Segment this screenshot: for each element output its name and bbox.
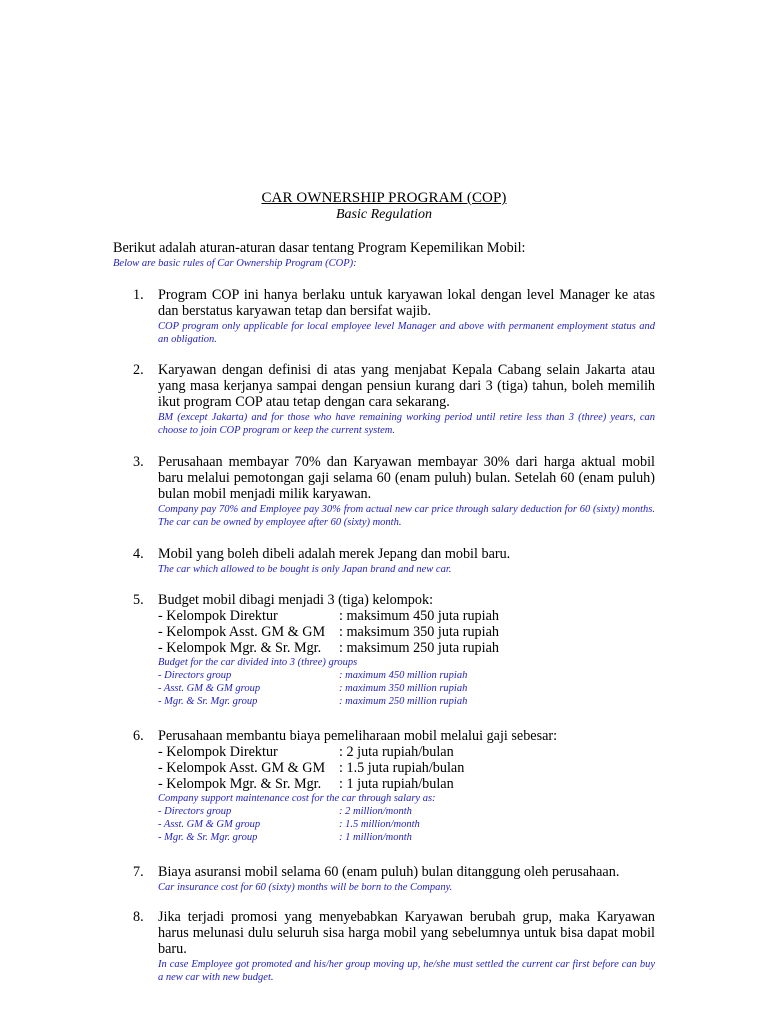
intro-text: Berikut adalah aturan-aturan dasar tentang Program Kepemilikan Mobil: [113, 240, 526, 256]
rule-text: Perusahaan membantu biaya pemeliharaan mobil melalui gaji sebesar: [158, 728, 558, 744]
group-label-en: - Directors group [158, 806, 232, 817]
budget-row [158, 624, 655, 640]
budget-row-en [158, 669, 655, 682]
budget-row-en [158, 682, 655, 695]
group-label: - Kelompok Asst. GM & GM [158, 624, 326, 640]
group-label-en: - Directors group [158, 670, 232, 681]
group-value: : 1 juta rupiah/bulan [339, 776, 454, 792]
rule-text: Mobil yang boleh dibeli adalah merek Jepang dan mobil baru. [158, 546, 511, 562]
budget-row [158, 608, 655, 624]
rule-translation: COP program only applicable for local employee level Manager and above with permanent employment status and an obligation. [158, 321, 655, 345]
group-value: : maksimum 350 juta rupiah [339, 624, 499, 640]
group-value: : 2 juta rupiah/bulan [339, 744, 454, 760]
group-label: - Kelompok Asst. GM & GM [158, 760, 326, 776]
rule-text: Biaya asuransi mobil selama 60 (enam puluh) bulan ditanggung oleh perusahaan. [158, 864, 620, 880]
group-label: - Kelompok Direktur [158, 744, 278, 760]
page-title: CAR OWNERSHIP PROGRAM (COP) [261, 190, 507, 206]
rule-text: Jika terjadi promosi yang menyebabkan Karyawan berubah grup, maka Karyawan harus melunasi dulu seluruh sisa harga mobil yang sebelumnya untuk bisa dapat mobil baru. [158, 909, 655, 957]
rule-text: Perusahaan membayar 70% dan Karyawan membayar 30% dari harga aktual mobil baru melalui pemotongan gaji selama 60 (enam puluh) bulan. Setelah 60 (enam puluh) bulan mobil menjadi milik karyawan. [158, 454, 655, 502]
rule-text: Budget mobil dibagi menjadi 3 (tiga) kelompok: [158, 592, 434, 608]
rule-number: 2. [133, 362, 144, 378]
group-value-en: : maximum 250 million rupiah [339, 696, 468, 707]
group-value-en: : maximum 350 million rupiah [339, 683, 468, 694]
budget-row [158, 640, 655, 656]
group-value-en: : maximum 450 million rupiah [339, 670, 468, 681]
group-label: - Kelompok Mgr. & Sr. Mgr. [158, 776, 322, 792]
group-label: - Kelompok Direktur [158, 608, 278, 624]
rule-number: 1. [133, 287, 144, 303]
rule-number: 7. [133, 864, 144, 880]
group-label: - Kelompok Mgr. & Sr. Mgr. [158, 640, 322, 656]
budget-row-en [158, 695, 655, 708]
rule-translation: In case Employee got promoted and his/her group moving up, he/she must settled the current car first before can buy a new car with new budget. [158, 959, 655, 983]
group-value-en: : 1.5 million/month [339, 819, 420, 830]
group-value-en: : 2 million/month [339, 806, 412, 817]
intro-translation: Below are basic rules of Car Ownership Program (COP): [113, 258, 357, 269]
rule-translation: Car insurance cost for 60 (sixty) months will be born to the Company. [158, 882, 453, 893]
rule-translation: BM (except Jakarta) and for those who have remaining working period until retire less than 3 (three) years, can choose to join COP program or keep the current system. [158, 412, 655, 436]
maintenance-row [158, 776, 655, 792]
rule-number: 4. [133, 546, 144, 562]
rule-text: Karyawan dengan definisi di atas yang menjabat Kepala Cabang selain Jakarta atau yang masa kerjanya sampai dengan pensiun kurang dari 3 (tiga) tahun, boleh memilih ikut program COP atau tetap dengan cara sekarang. [158, 362, 655, 410]
maintenance-row [158, 744, 655, 760]
rule-translation: Company pay 70% and Employee pay 30% from actual new car price through salary deduction for 60 (sixty) months. The car can be owned by employee after 60 (sixty) month. [158, 504, 655, 528]
maintenance-row-en [158, 831, 655, 844]
rule-number: 5. [133, 592, 144, 608]
rule-text: Program COP ini hanya berlaku untuk karyawan lokal dengan level Manager ke atas dan berstatus karyawan tetap dan bersifat wajib. [158, 287, 655, 319]
rule-translation: Budget for the car divided into 3 (three) groups [158, 657, 358, 668]
group-label-en: - Asst. GM & GM group [158, 683, 261, 694]
maintenance-row-en [158, 818, 655, 831]
page-subtitle: Basic Regulation [335, 207, 433, 222]
group-value: : 1.5 juta rupiah/bulan [339, 760, 465, 776]
group-label-en: - Mgr. & Sr. Mgr. group [158, 832, 258, 843]
maintenance-row-en [158, 805, 655, 818]
maintenance-row [158, 760, 655, 776]
group-value: : maksimum 250 juta rupiah [339, 640, 499, 656]
group-label-en: - Asst. GM & GM group [158, 819, 261, 830]
group-value-en: : 1 million/month [339, 832, 412, 843]
rule-number: 6. [133, 728, 144, 744]
rule-translation: Company support maintenance cost for the car through salary as: [158, 793, 436, 804]
rule-translation: The car which allowed to be bought is only Japan brand and new car. [158, 564, 452, 575]
group-label-en: - Mgr. & Sr. Mgr. group [158, 696, 258, 707]
rule-number: 8. [133, 909, 144, 925]
group-value: : maksimum 450 juta rupiah [339, 608, 499, 624]
rule-number: 3. [133, 454, 144, 470]
